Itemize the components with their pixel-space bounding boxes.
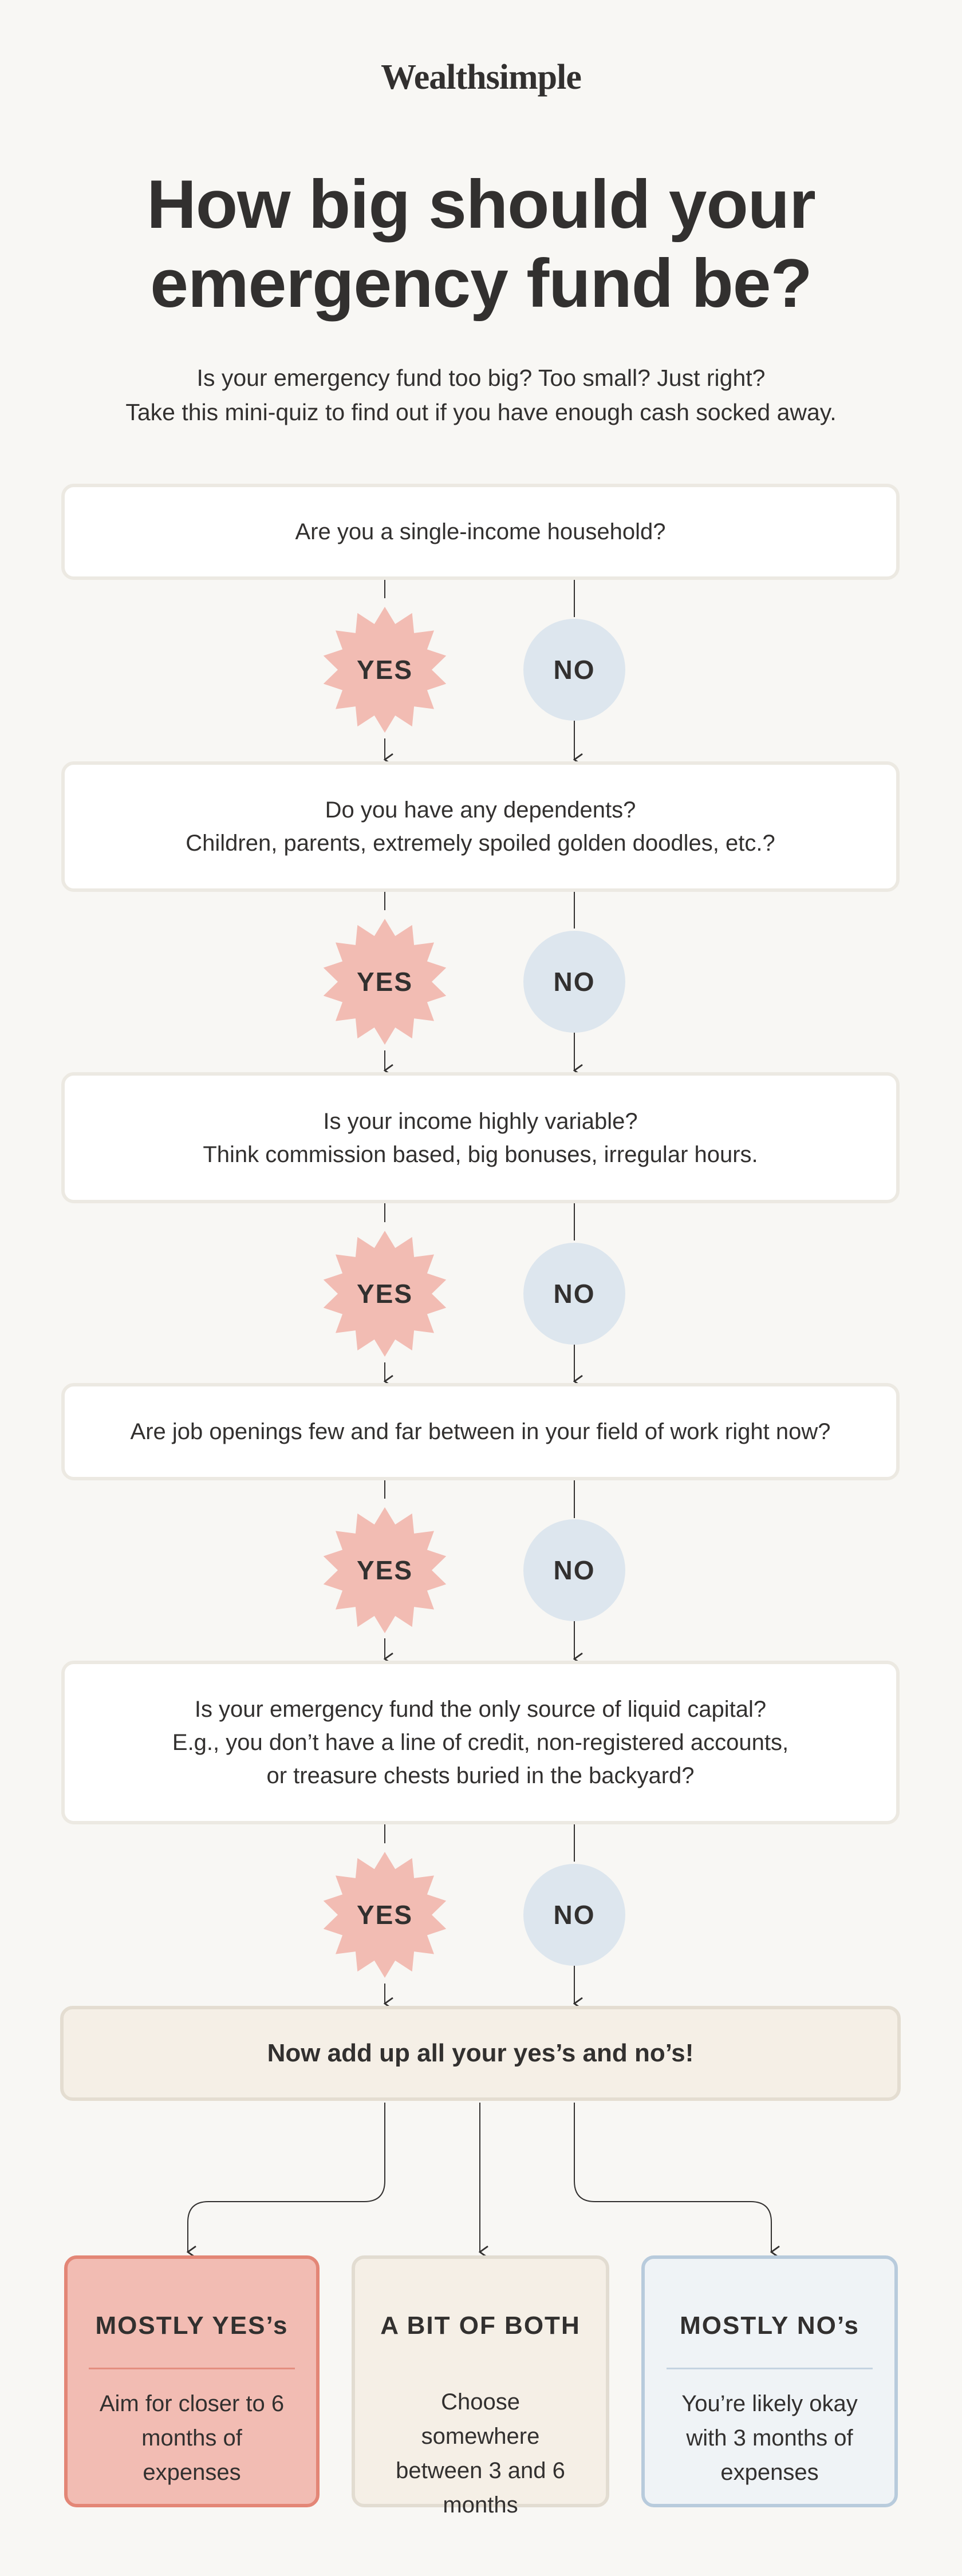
result-card-mostly-no	[641, 2255, 898, 2507]
no-label: NO	[553, 1279, 596, 1309]
yes-label: YES	[356, 1555, 413, 1585]
question-2-text: Do you have any dependents?	[325, 797, 636, 823]
result-body: You’re likely okay with 3 months of expenses	[681, 2391, 858, 2485]
question-1-text: Are you a single-income household?	[295, 519, 666, 544]
question-5-box	[61, 1661, 900, 1824]
summary-text: Now add up all your yes’s and no’s!	[267, 2039, 694, 2067]
question-5-text: Is your emergency fund the only source of liquid capital?	[194, 1697, 767, 1722]
result-body: Aim for closer to 6 months of expenses	[99, 2391, 285, 2485]
no-badge-3	[508, 1228, 640, 1360]
subtitle-line-2: Take this mini-quiz to find out if you have enough cash socked away.	[125, 399, 837, 425]
question-5-detail-1: E.g., you don’t have a line of credit, non-registered accounts,	[172, 1730, 789, 1755]
question-3-box	[61, 1072, 900, 1203]
yes-badge-3	[319, 1228, 451, 1360]
result-heading: MOSTLY YES’s	[95, 2312, 289, 2340]
summary-box	[60, 2006, 901, 2101]
result-divider	[667, 2368, 873, 2369]
result-body: Choose somewhere between 3 and 6 months	[396, 2389, 565, 2518]
yes-badge-1	[319, 604, 451, 736]
question-3-text: Is your income highly variable?	[323, 1108, 638, 1134]
wealthsimple-logo: Wealthsimple	[381, 58, 581, 97]
subtitle-line-1: Is your emergency fund too big? Too small? Just right?	[196, 365, 766, 391]
no-badge-2	[508, 916, 640, 1048]
no-badge-5	[508, 1849, 640, 1981]
yes-badge-2	[319, 916, 451, 1048]
result-card-bit-of-both	[352, 2255, 609, 2518]
question-2-box	[61, 761, 900, 892]
question-1-box	[61, 484, 900, 580]
page-title-line-2: emergency fund be?	[150, 245, 812, 322]
no-badge-4	[508, 1504, 640, 1636]
result-divider	[89, 2368, 295, 2369]
yes-badge-4	[319, 1504, 451, 1636]
no-badge-1	[508, 604, 640, 736]
result-card-mostly-yes	[64, 2255, 320, 2507]
question-4-text: Are job openings few and far between in your field of work right now?	[130, 1419, 831, 1444]
result-heading: A BIT OF BOTH	[380, 2312, 581, 2340]
yes-label: YES	[356, 1900, 413, 1930]
yes-label: YES	[356, 1279, 413, 1309]
no-label: NO	[553, 1555, 596, 1585]
no-label: NO	[553, 1900, 596, 1930]
question-2-detail: Children, parents, extremely spoiled golden doodles, etc.?	[186, 831, 775, 856]
question-5-detail-2: or treasure chests buried in the backyard?	[266, 1763, 695, 1788]
result-heading: MOSTLY NO’s	[680, 2312, 860, 2340]
no-label: NO	[553, 967, 596, 997]
no-label: NO	[553, 655, 596, 685]
yes-label: YES	[356, 967, 413, 997]
yes-badge-5	[319, 1849, 451, 1981]
question-4-box	[61, 1383, 900, 1480]
question-3-detail: Think commission based, big bonuses, irregular hours.	[203, 1141, 758, 1167]
page-title-line-1: How big should your	[147, 166, 815, 243]
yes-label: YES	[356, 655, 413, 685]
